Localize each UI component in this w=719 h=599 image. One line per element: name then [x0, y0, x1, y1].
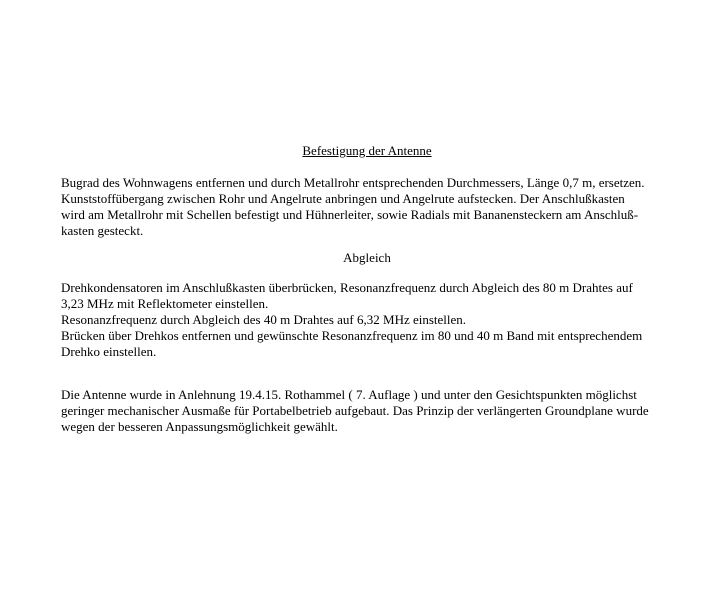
text-line: geringer mechanischer Ausmaße für Portabelbetrieb aufgebaut. Das Prinzip der verlängerten Groundplane wurde [61, 403, 649, 418]
text-line: 3,23 MHz mit Reflektometer einstellen. [61, 296, 269, 311]
text-line: Brücken über Drehkos entfernen und gewünschte Resonanzfrequenz im 80 und 40 m Band mit entsprechendem [61, 328, 643, 343]
section-heading-tuning: Abgleich [343, 250, 391, 265]
paragraph-mounting [61, 175, 701, 239]
text-line: Drehkondensatoren im Anschlußkasten überbrücken, Resonanzfrequenz durch Abgleich des 80 m Drahtes auf [61, 280, 633, 295]
paragraph-notes [61, 387, 701, 435]
paragraph-tuning [61, 280, 701, 360]
text-line: Resonanzfrequenz durch Abgleich des 40 m Drahtes auf 6,32 MHz einstellen. [61, 312, 467, 327]
section-heading-mounting: Befestigung der Antenne [302, 143, 432, 158]
text-line: Kunststoffübergang zwischen Rohr und Angelrute anbringen und Angelrute aufstecken. Der Anschlußkasten [61, 191, 625, 206]
text-line: Die Antenne wurde in Anlehnung 19.4.15. Rothammel ( 7. Auflage ) und unter den Gesichtspunkten möglichst [61, 387, 637, 402]
text-line: kasten gesteckt. [61, 223, 144, 238]
text-line: Drehko einstellen. [61, 344, 157, 359]
text-line: wird am Metallrohr mit Schellen befestigt und Hühnerleiter, sowie Radials mit Bananensteckern am Anschluß- [61, 207, 639, 222]
text-line: wegen der besseren Anpassungsmöglichkeit gewählt. [61, 419, 338, 434]
text-line: Bugrad des Wohnwagens entfernen und durch Metallrohr entsprechenden Durchmessers, Länge 0,7 m, ersetzen. [61, 175, 645, 190]
